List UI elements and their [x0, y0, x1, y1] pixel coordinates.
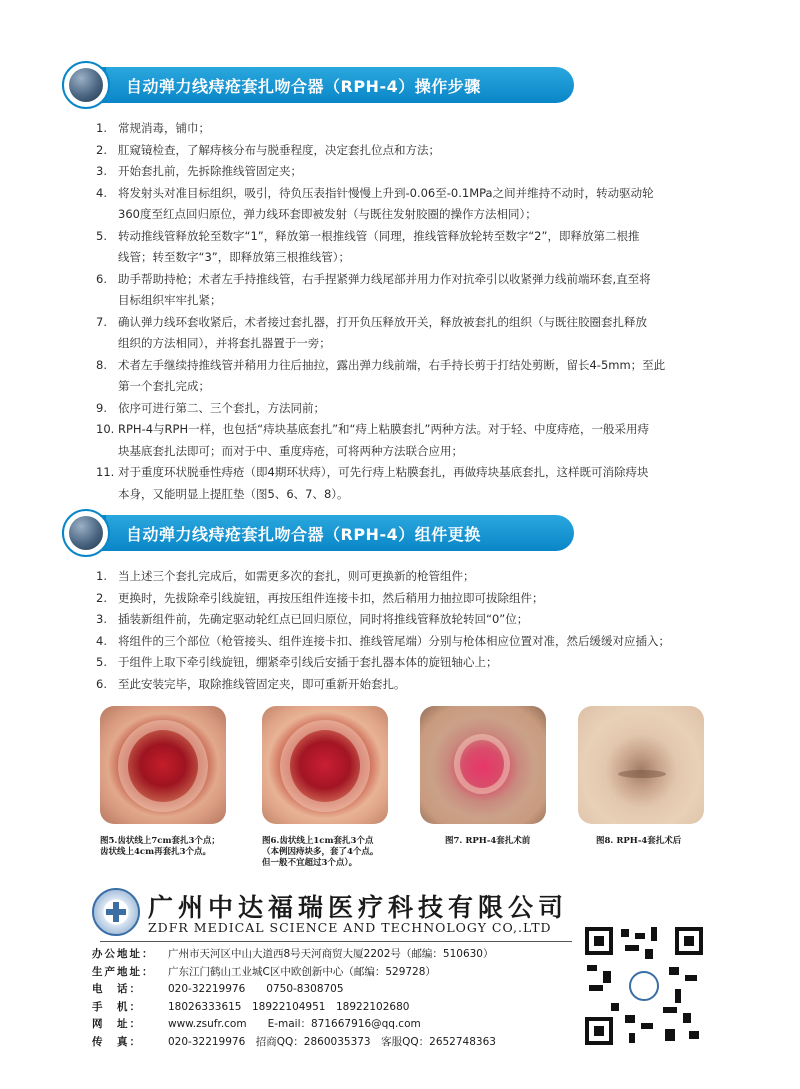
- step-text-line: 将发射头对准目标组织，吸引，待负压表指针慢慢上升到-0.06至-0.1MPa之间并维持不动时，转动驱动轮: [118, 185, 654, 200]
- figure-7-photo: [420, 706, 546, 824]
- contact-label: 办公地址：: [92, 948, 155, 960]
- section-header-component-replacement: [62, 509, 574, 557]
- contact-row: [92, 999, 572, 1017]
- step-number: 10.: [96, 422, 115, 436]
- contact-info: [92, 946, 572, 1051]
- step-text-line: 插装新组件前，先确定驱动轮红点已回归原位，同时将推线管释放轮转回“0”位；: [118, 612, 529, 626]
- step-item: [96, 269, 776, 312]
- section-title: 自动弹力线痔疮套扎吻合器（RPH-4）操作步骤: [126, 77, 481, 96]
- step-item: [96, 118, 776, 140]
- company-logo-icon: [92, 888, 140, 936]
- divider: [100, 941, 572, 942]
- step-item: [96, 161, 776, 183]
- step-text-line: 更换时，先拔除牵引线旋钮，再按压组件连接卡扣，然后稍用力抽拉即可拔除组件；: [118, 590, 544, 605]
- figure-8-photo: [578, 706, 704, 824]
- contact-row: [92, 1016, 572, 1034]
- step-item: [96, 398, 776, 420]
- contact-row: [92, 981, 572, 999]
- contact-label: 网 址：: [92, 1018, 142, 1030]
- contact-value: 广东江门鹤山工业城C区中欧创新中心（邮编：529728）: [168, 965, 436, 978]
- step-text-line: 将组件的三个部位（枪管接头、组件连接卡扣、推线管尾端）分别与枪体相应位置对准，然后缓缓对应插入；: [118, 633, 670, 648]
- step-item: [96, 226, 776, 269]
- caption-line: 图6.齿状线上1cm套扎3个点: [262, 836, 374, 846]
- contact-label: 电 话：: [92, 983, 142, 995]
- step-number: 6.: [96, 676, 107, 691]
- step-item: [96, 609, 776, 631]
- sphere-bullet-icon: [62, 61, 110, 109]
- sphere-bullet-icon: [62, 509, 110, 557]
- contact-value: 020-32219976 招商QQ：2860035373 客服QQ：2652748363: [168, 1035, 496, 1048]
- step-text-line: 对于重度环状脱垂性痔疮（即4期环状痔），可先行痔上粘膜套扎，再做痔块基底套扎，这样既可消除痔块: [118, 465, 649, 479]
- step-text-line: 当上述三个套扎完成后，如需更多次的套扎，则可更换新的枪管组件；: [118, 569, 475, 583]
- step-item: [96, 631, 776, 653]
- step-text-line: 常规消毒，铺巾；: [118, 121, 210, 135]
- caption-line: 图8. RPH-4套扎术后: [596, 836, 682, 846]
- step-text-line: 360度至红点回归原位，弹力线环套即被发射（与既往发射胶圈的操作方法相同）；: [118, 207, 537, 221]
- step-number: 6.: [96, 271, 107, 286]
- step-item: [96, 674, 776, 696]
- step-number: 8.: [96, 357, 107, 372]
- contact-value: www.zsufr.com E-mail：871667916@qq.com: [168, 1018, 421, 1030]
- section-header-operation-steps: [62, 61, 574, 109]
- company-block: [92, 882, 569, 938]
- step-item: [96, 312, 776, 355]
- step-number: 3.: [96, 164, 107, 178]
- step-text-line: 于组件上取下牵引线旋钮，绷紧牵引线后安插于套扎器本体的旋钮轴心上；: [118, 655, 498, 669]
- step-text-line: 开始套扎前，先拆除推线管固定夹；: [118, 164, 302, 178]
- step-text-line: 目标组织牢牢扎紧；: [118, 293, 222, 307]
- contact-row: [92, 946, 572, 964]
- caption-line: 图5.齿状线上7cm套扎3个点；: [100, 836, 220, 846]
- step-item: [96, 462, 776, 505]
- step-item: [96, 355, 776, 398]
- step-text-line: 转动推线管释放轮至数字“1”，释放第一根推线管（同理，推线管释放轮转至数字“2”，即释放第二根推: [118, 228, 640, 243]
- caption-figure-8: [596, 836, 681, 847]
- contact-label: 手 机：: [92, 1000, 142, 1013]
- contact-row: [92, 1034, 572, 1052]
- figure-6-photo: [262, 706, 388, 824]
- step-item: [96, 419, 776, 462]
- step-text-line: 线管；转至数字“3”，即释放第三根推线管）；: [118, 250, 350, 264]
- step-text-line: 确认弹力线环套收紧后，术者接过套扎器，打开负压释放开关，释放被套扎的组织（与既往胶圈套扎释放: [118, 314, 647, 329]
- contact-value: 020-32219976 0750-8308705: [168, 983, 344, 995]
- step-item: [96, 140, 776, 162]
- caption-line: 但一般不宜超过3个点）。: [262, 858, 358, 868]
- step-number: 9.: [96, 400, 107, 415]
- contact-label: 传 真：: [92, 1035, 142, 1048]
- step-text-line: 本身，又能明显上提肛垫（图5、6、7、8）。: [118, 486, 349, 501]
- contact-label: 生产地址：: [92, 965, 155, 978]
- company-name-cn: 广州中达福瑞医疗科技有限公司: [148, 893, 569, 922]
- step-number: 1.: [96, 569, 107, 583]
- operation-steps-list: [96, 118, 776, 505]
- step-text-line: RPH-4与RPH一样，也包括“痔块基底套扎”和“痔上粘膜套扎”两种方法。对于轻、中度痔疮，一般采用痔: [118, 422, 649, 436]
- step-number: 11.: [96, 465, 115, 479]
- step-item: [96, 183, 776, 226]
- step-number: 2.: [96, 590, 107, 605]
- clinical-photos: [100, 706, 714, 828]
- step-number: 3.: [96, 612, 107, 626]
- caption-line: 齿状线上4cm再套扎3个点。: [100, 847, 211, 857]
- figure-5-photo: [100, 706, 226, 824]
- contact-row: [92, 964, 572, 982]
- step-text-line: 依序可进行第二、三个套扎，方法同前；: [118, 400, 325, 415]
- qr-code-icon: [585, 927, 703, 1045]
- step-number: 4.: [96, 185, 107, 200]
- step-text-line: 块基底套扎法即可；而对于中、重度痔疮，可将两种方法联合应用；: [118, 443, 463, 458]
- step-text-line: 组织的方法相同），并将套扎器置于一旁；: [118, 336, 331, 350]
- contact-value: 广州市天河区中山大道西8号天河商贸大厦2202号（邮编：510630）: [168, 948, 494, 960]
- company-name-en: ZDFR MEDICAL SCIENCE AND TECHNOLOGY CO,.LTD: [148, 920, 552, 935]
- step-text-line: 术者左手继续持推线管并稍用力往后抽拉，露出弹力线前端，右手持长剪于打结处剪断，留长4-5mm；至此: [118, 357, 666, 372]
- caption-line: 图7. RPH-4套扎术前: [445, 836, 531, 846]
- component-replacement-steps-list: [96, 566, 776, 695]
- step-text-line: 肛窥镜检查，了解痔核分布与脱垂程度，决定套扎位点和方法；: [118, 142, 440, 157]
- caption-figure-5: [100, 836, 220, 858]
- step-number: 5.: [96, 228, 107, 243]
- contact-value: 18026333615 18922104951 18922102680: [168, 1000, 410, 1013]
- section-title: 自动弹力线痔疮套扎吻合器（RPH-4）组件更换: [126, 525, 481, 544]
- step-item: [96, 652, 776, 674]
- step-number: 5.: [96, 655, 107, 669]
- step-item: [96, 566, 776, 588]
- step-item: [96, 588, 776, 610]
- step-text-line: 助手帮助持枪；术者左手持推线管，右手捏紧弹力线尾部并用力作对抗牵引以收紧弹力线前端环套,直至将: [118, 271, 651, 286]
- caption-line: （本例因痔块多，套了4个点。: [262, 847, 379, 857]
- caption-figure-7: [445, 836, 530, 847]
- caption-figure-6: [262, 836, 378, 869]
- step-number: 2.: [96, 142, 107, 157]
- step-number: 1.: [96, 121, 107, 135]
- step-number: 4.: [96, 633, 107, 648]
- step-text-line: 至此安装完毕，取除推线管固定夹，即可重新开始套扎。: [118, 676, 406, 691]
- step-number: 7.: [96, 314, 107, 329]
- step-text-line: 第一个套扎完成；: [118, 379, 210, 393]
